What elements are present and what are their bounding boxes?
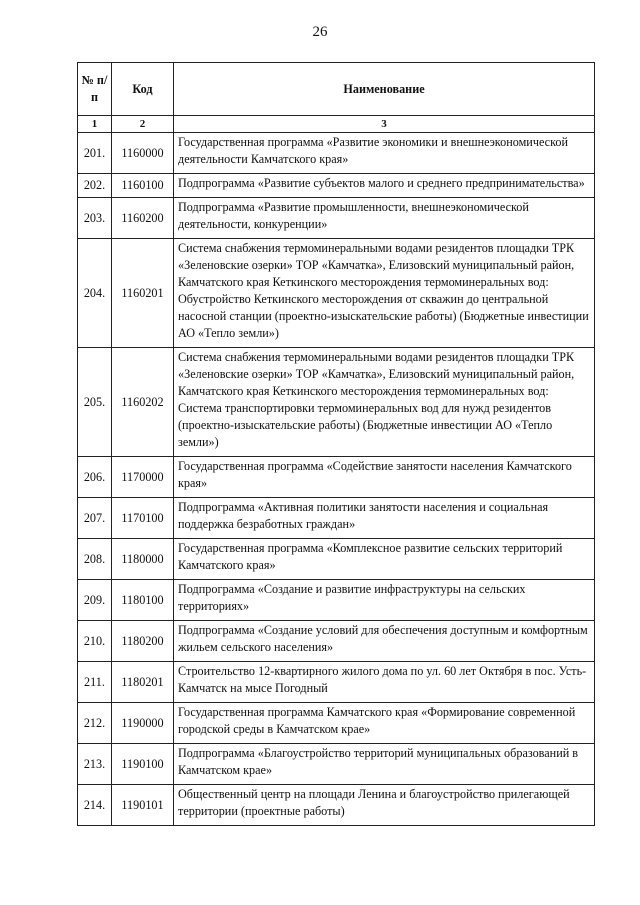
header-number: № п/п	[78, 63, 112, 116]
row-code: 1180100	[112, 580, 174, 621]
row-name: Подпрограмма «Благоустройство территорий муниципальных образований в Камчатском крае»	[174, 744, 595, 785]
table-row	[78, 662, 595, 703]
table-row	[78, 580, 595, 621]
table-row	[78, 785, 595, 826]
row-name: Государственная программа «Содействие занятости населения Камчатского края»	[174, 457, 595, 498]
row-number: 201.	[78, 133, 112, 174]
row-code: 1160100	[112, 174, 174, 198]
row-number: 209.	[78, 580, 112, 621]
row-code: 1180201	[112, 662, 174, 703]
row-name: Подпрограмма «Создание условий для обеспечения доступным и комфортным жильем сельского населения»	[174, 621, 595, 662]
row-name: Государственная программа «Развитие экономики и внешнеэкономической деятельности Камчатского края»	[174, 133, 595, 174]
table-row	[78, 133, 595, 174]
column-index-1: 1	[78, 116, 112, 133]
column-index-2: 2	[112, 116, 174, 133]
row-code: 1180000	[112, 539, 174, 580]
row-name: Строительство 12-квартирного жилого дома по ул. 60 лет Октября в пос. Усть-Камчатск на мысе Погодный	[174, 662, 595, 703]
row-number: 214.	[78, 785, 112, 826]
row-number: 205.	[78, 348, 112, 457]
header-code: Код	[112, 63, 174, 116]
row-code: 1160202	[112, 348, 174, 457]
row-name: Подпрограмма «Развитие промышленности, внешнеэкономической деятельности, конкуренции»	[174, 198, 595, 239]
row-code: 1160000	[112, 133, 174, 174]
row-name: Государственная программа Камчатского края «Формирование современной городской среды в Камчатском крае»	[174, 703, 595, 744]
header-name: Наименование	[174, 63, 595, 116]
row-code: 1170100	[112, 498, 174, 539]
table-row	[78, 239, 595, 348]
row-number: 212.	[78, 703, 112, 744]
row-number: 213.	[78, 744, 112, 785]
row-number: 204.	[78, 239, 112, 348]
row-code: 1190101	[112, 785, 174, 826]
table-header-row	[78, 63, 595, 116]
page-number: 26	[312, 24, 328, 40]
row-name: Общественный центр на площади Ленина и благоустройство прилегающей территории (проектные работы)	[174, 785, 595, 826]
row-number: 211.	[78, 662, 112, 703]
row-code: 1160200	[112, 198, 174, 239]
row-code: 1190100	[112, 744, 174, 785]
row-number: 203.	[78, 198, 112, 239]
table-row	[78, 174, 595, 198]
row-code: 1180200	[112, 621, 174, 662]
row-code: 1160201	[112, 239, 174, 348]
table-row	[78, 348, 595, 457]
row-code: 1190000	[112, 703, 174, 744]
table-row	[78, 198, 595, 239]
row-number: 210.	[78, 621, 112, 662]
table-row	[78, 621, 595, 662]
table-row	[78, 539, 595, 580]
row-name: Подпрограмма «Активная политики занятости населения и социальная поддержка безработных граждан»	[174, 498, 595, 539]
row-name: Государственная программа «Комплексное развитие сельских территорий Камчатского края»	[174, 539, 595, 580]
classification-table	[77, 62, 595, 826]
row-number: 206.	[78, 457, 112, 498]
row-name: Подпрограмма «Создание и развитие инфраструктуры на сельских территориях»	[174, 580, 595, 621]
row-name: Система снабжения термоминеральными водами резидентов площадки ТРК «Зеленовские озерки» ТОР «Камчатка», Елизовский муниципальный район, Камчатского края Кеткинского месторождения термоминеральных вод: Система транспортировки термоминеральных вод для нужд резидентов (проектно-изыскательские работы) (Бюджетные инвестиции АО «Тепло земли»)	[174, 348, 595, 457]
column-index-3: 3	[174, 116, 595, 133]
row-code: 1170000	[112, 457, 174, 498]
row-name: Подпрограмма «Развитие субъектов малого и среднего предпринимательства»	[174, 174, 595, 198]
row-name: Система снабжения термоминеральными водами резидентов площадки ТРК «Зеленовские озерки» ТОР «Камчатка», Елизовский муниципальный район, Камчатского края Кеткинского месторождения термоминеральных вод: Обустройство Кеткинского месторождения от скважин до центральной насосной станции (проектно-изыскательские работы) (Бюджетные инвестиции АО «Тепло земли»)	[174, 239, 595, 348]
row-number: 207.	[78, 498, 112, 539]
table-row	[78, 744, 595, 785]
row-number: 202.	[78, 174, 112, 198]
column-index-row	[78, 116, 595, 133]
table-row	[78, 457, 595, 498]
table-row	[78, 498, 595, 539]
row-number: 208.	[78, 539, 112, 580]
table-row	[78, 703, 595, 744]
